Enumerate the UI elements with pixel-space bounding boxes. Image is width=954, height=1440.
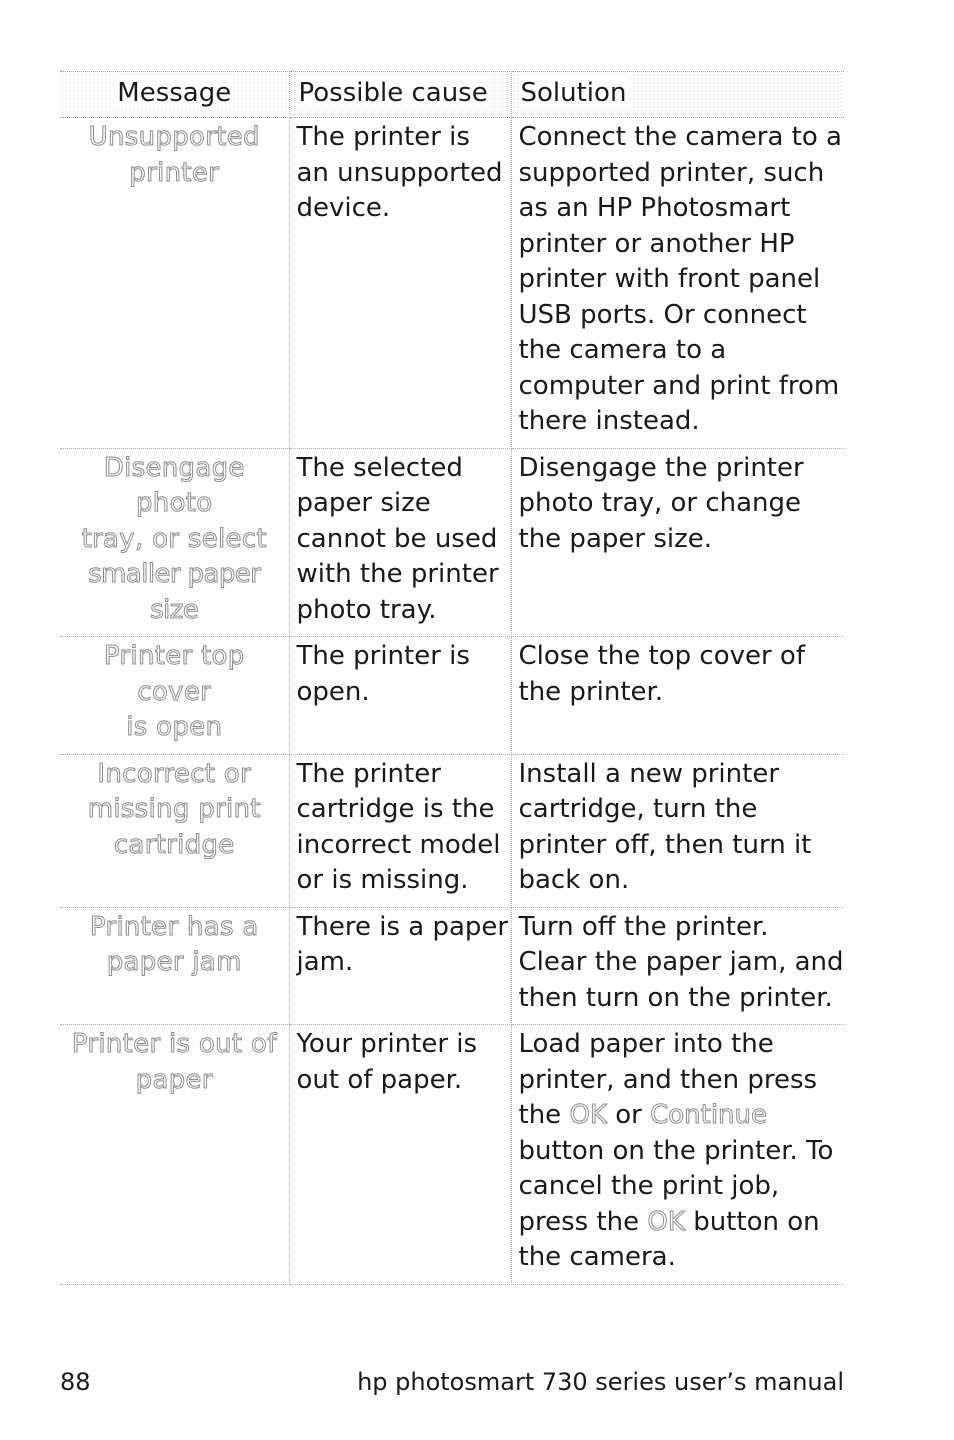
continue-button-label: Continue bbox=[650, 1100, 768, 1130]
cause-cell: The printer is open. bbox=[289, 637, 511, 755]
table-row bbox=[60, 118, 844, 449]
ok-button-label: OK bbox=[569, 1100, 607, 1130]
message-line: Printer is out of bbox=[71, 1029, 277, 1059]
solution-cell: Disengage the printer photo tray, or change the paper size. bbox=[511, 448, 844, 637]
error-message-table bbox=[60, 71, 844, 1285]
solution-cell: Turn off the printer. Clear the paper jam, and then turn on the printer. bbox=[511, 907, 844, 1025]
solution-text: or bbox=[606, 1100, 651, 1130]
message-line: cartridge bbox=[113, 829, 235, 860]
table-row bbox=[60, 448, 844, 637]
message-line: smaller paper size bbox=[88, 559, 261, 625]
message-line: is open bbox=[126, 712, 223, 742]
message-line: Printer top cover bbox=[103, 641, 245, 707]
message-cell bbox=[60, 907, 289, 1025]
table-header-row bbox=[60, 72, 844, 118]
message-line: Unsupported bbox=[88, 122, 260, 152]
manual-title: hp photosmart 730 series user’s manual bbox=[357, 1368, 844, 1396]
cause-cell: Your printer is out of paper. bbox=[289, 1025, 511, 1285]
header-possible-cause: Possible cause bbox=[289, 72, 511, 118]
message-line: printer bbox=[129, 157, 220, 188]
message-cell bbox=[60, 118, 289, 449]
table-row bbox=[60, 1025, 844, 1285]
message-line: paper jam bbox=[106, 947, 242, 977]
ok-button-label: OK bbox=[647, 1206, 685, 1237]
message-cell bbox=[60, 754, 289, 907]
message-line: Printer has a bbox=[89, 911, 259, 942]
message-line: paper bbox=[135, 1064, 213, 1095]
solution-cell: Connect the camera to a supported printer, such as an HP Photosmart printer or another HP printer with front panel USB ports. Or connect the camera to a computer and print from there instead. bbox=[511, 118, 844, 449]
message-line: missing print bbox=[87, 794, 261, 824]
header-message: Message bbox=[60, 72, 289, 118]
cause-cell: The selected paper size cannot be used with the printer photo tray. bbox=[289, 448, 511, 637]
page-number: 88 bbox=[60, 1368, 91, 1396]
table-row bbox=[60, 637, 844, 755]
solution-cell bbox=[511, 1025, 844, 1285]
solution-cell: Install a new printer cartridge, turn the printer off, then turn it back on. bbox=[511, 754, 844, 907]
cause-cell: The printer cartridge is the incorrect model or is missing. bbox=[289, 754, 511, 907]
solution-cell: Close the top cover of the printer. bbox=[511, 637, 844, 755]
solution-text: button on the printer. To cancel the print job, press the bbox=[518, 1135, 834, 1237]
header-solution: Solution bbox=[511, 72, 844, 118]
table-row bbox=[60, 754, 844, 907]
cause-cell: There is a paper jam. bbox=[289, 907, 511, 1025]
message-cell bbox=[60, 637, 289, 755]
solution-text: button on the camera. bbox=[518, 1206, 820, 1272]
message-cell bbox=[60, 1025, 289, 1285]
solution-text: Load paper into the printer, and then press the bbox=[518, 1029, 818, 1130]
table-row bbox=[60, 907, 844, 1025]
message-line: Incorrect or bbox=[97, 758, 252, 789]
message-cell bbox=[60, 448, 289, 637]
cause-cell: The printer is an unsupported device. bbox=[289, 118, 511, 449]
message-line: Disengage photo bbox=[103, 452, 245, 518]
message-line: tray, or select bbox=[81, 523, 267, 554]
